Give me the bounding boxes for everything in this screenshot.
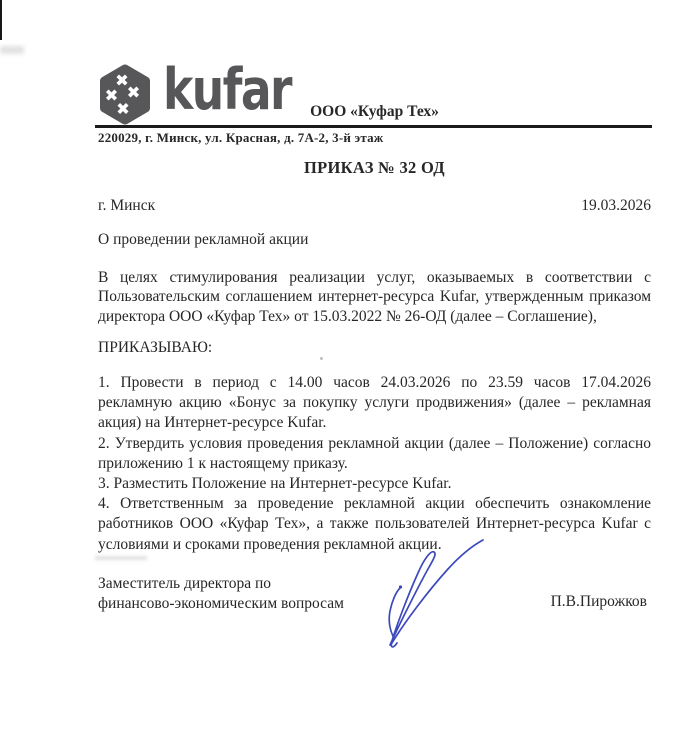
order-title: ПРИКАЗ № 32 ОД [304,158,445,177]
signer-name: П.В.Пирожков [550,593,647,610]
scan-dot-artifact [320,357,323,360]
order-place: г. Минск [98,197,156,214]
header-divider [95,125,652,128]
scan-edge-artifact [0,0,2,40]
signature-ink [392,540,483,643]
order-subject: О проведении рекламной акции [98,231,309,248]
signer-position [98,574,344,613]
scan-smudge-artifact [0,46,24,54]
order-meta-row [98,196,651,215]
order-preamble: В целях стимулирования реализации услуг, оказываемых в соответствии с Пользовательским соглашением интернет-ресурса Kufar, утвержденным приказом директора ООО «Куфар Тех» от 15.03.2022 № 26-ОД (далее – Соглашение), [98,269,651,325]
company-name: ООО «Куфар Тех» [310,103,439,120]
handwritten-signature [352,535,492,660]
kufar-wordmark: kufar [163,57,291,123]
order-items [98,373,651,555]
order-item: 3. Разместить Положение на Интернет-ресурсе Kufar. [98,475,452,493]
scan-streak-artifact [95,556,147,560]
signature-ink-dot [399,585,402,588]
signer-position-line2: финансово-экономическим вопросам [98,594,344,612]
order-item: 2. Утвердить условия проведения рекламной акции (далее – Положение) согласно приложению 1 к настоящему приказу. [98,434,651,472]
order-item: 1. Провести в период с 14.00 часов 24.03.2026 по 23.59 часов 17.04.2026 рекламную акцию «Бонус за покупку услуги продвижения» (далее – рекламная акция) на Интернет-ресурсе Kufar. [98,374,651,432]
order-date: 19.03.2026 [581,197,651,214]
order-item: 4. Ответственным за проведение рекламной акции обеспечить ознакомление работников ООО «Куфар Тех», а также пользователей Интернет-ресурса Kufar с условиями и сроками проведения рекламной акции. [98,495,651,553]
order-resolution-word: ПРИКАЗЫВАЮ: [98,339,213,356]
signature-ink [390,552,435,647]
company-address: 220029, г. Минск, ул. Красная, д. 7А-2, 3-й этаж [98,130,384,145]
signer-position-line1: Заместитель директора по [98,575,272,592]
